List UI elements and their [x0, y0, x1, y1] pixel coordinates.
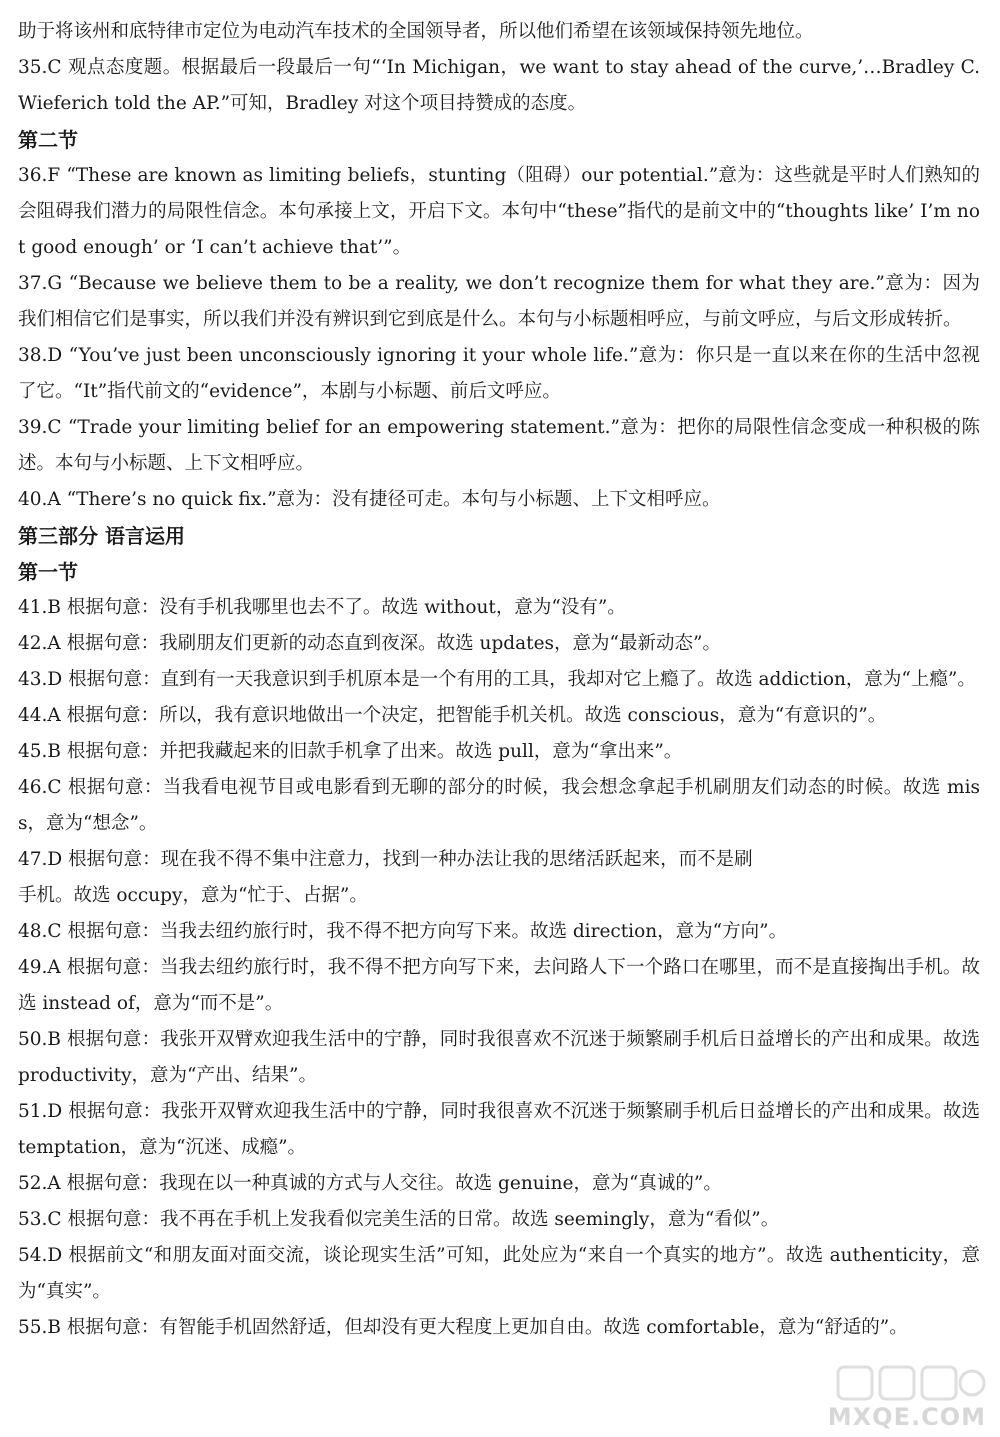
section-heading: 第一节	[18, 560, 78, 584]
watermark-logo-icon	[836, 1361, 986, 1405]
answer-paragraph: 50.B 根据句意：我张开双臂欢迎我生活中的宁静，同时我很喜欢不沉迷于频繁刷手机后日益增长的产出和成果。故选 productivity，意为“产出、结果”。	[18, 1029, 980, 1086]
site-watermark	[786, 1361, 986, 1431]
document-body	[18, 14, 980, 1346]
watermark-text: MXQE.COM	[827, 1403, 986, 1431]
answer-paragraph: 37.G “Because we believe them to be a reality, we don’t recognize them for what they are.”意为：因为我们相信它们是事实，所以我们并没有辨识到它到底是什么。本句与小标题相呼应，与前文呼应，与后文形成转折。	[18, 273, 980, 330]
answer-paragraph: 39.C “Trade your limiting belief for an empowering statement.”意为：把你的局限性信念变成一种积极的陈述。本句与小标题、上下文相呼应。	[18, 417, 980, 474]
answer-explanation-page	[18, 14, 980, 1346]
answer-paragraph: 51.D 根据句意：我张开双臂欢迎我生活中的宁静，同时我很喜欢不沉迷于频繁刷手机后日益增长的产出和成果。故选 temptation，意为“沉迷、成瘾”。	[18, 1101, 980, 1158]
answer-paragraph: 38.D “You’ve just been unconsciously ignoring it your whole life.”意为：你只是一直以来在你的生活中忽视了它。“It”指代前文的“evidence”，本剧与小标题、前后文呼应。	[18, 345, 980, 402]
answer-paragraph: 40.A “There’s no quick fix.”意为：没有捷径可走。本句与小标题、上下文相呼应。	[18, 489, 721, 510]
answer-paragraph: 47.D 根据句意：现在我不得不集中注意力，找到一种办法让我的思绪活跃起来，而不是刷	[18, 849, 753, 870]
answer-paragraph: 48.C 根据句意：当我去纽约旅行时，我不得不把方向写下来。故选 direction，意为“方向”。	[18, 921, 788, 942]
section-heading: 第二节	[18, 128, 78, 152]
answer-paragraph: 49.A 根据句意：当我去纽约旅行时，我不得不把方向写下来，去问路人下一个路口在哪里，而不是直接掏出手机。故选 instead of，意为“而不是”。	[18, 957, 980, 1014]
answer-paragraph: 助于将该州和底特律市定位为电动汽车技术的全国领导者，所以他们希望在该领域保持领先地位。	[18, 21, 814, 42]
answer-paragraph: 44.A 根据句意：所以，我有意识地做出一个决定，把智能手机关机。故选 conscious，意为“有意识的”。	[18, 705, 887, 726]
answer-paragraph: 42.A 根据句意：我刷朋友们更新的动态直到夜深。故选 updates，意为“最新动态”。	[18, 633, 721, 654]
answer-paragraph: 手机。故选 occupy，意为“忙于、占据”。	[18, 885, 368, 906]
answer-paragraph: 55.B 根据句意：有智能手机固然舒适，但却没有更大程度上更加自由。故选 comfortable，意为“舒适的”。	[18, 1317, 908, 1338]
answer-paragraph: 35.C 观点态度题。根据最后一段最后一句“‘In Michigan，we want to stay ahead of the curve,’…Bradley C. Wieferich told the AP.”可知，Bradley 对这个项目持赞成的态度。	[18, 57, 980, 114]
answer-paragraph: 36.F “These are known as limiting beliefs，stunting（阻碍）our potential.”意为：这些就是平时人们熟知的会阻碍我们潜力的局限性信念。本句承接上文，开启下文。本句中“these”指代的是前文中的“thoughts like’ I’m not good enough’ or ‘I can’t achieve that’”。	[18, 165, 980, 258]
answer-paragraph: 41.B 根据句意：没有手机我哪里也去不了。故选 without，意为“没有”。	[18, 597, 626, 618]
answer-paragraph: 46.C 根据句意：当我看电视节目或电影看到无聊的部分的时候，我会想念拿起手机刷朋友们动态的时候。故选 miss，意为“想念”。	[18, 777, 980, 834]
answer-paragraph: 54.D 根据前文“和朋友面对面交流，谈论现实生活”可知，此处应为“来自一个真实的地方”。故选 authenticity，意为“真实”。	[18, 1245, 980, 1302]
answer-paragraph: 53.C 根据句意：我不再在手机上发我看似完美生活的日常。故选 seemingly，意为“看似”。	[18, 1209, 780, 1230]
answer-paragraph: 45.B 根据句意：并把我藏起来的旧款手机拿了出来。故选 pull，意为“拿出来”。	[18, 741, 683, 762]
section-heading: 第三部分 语言运用	[18, 524, 185, 548]
answer-paragraph: 43.D 根据句意：直到有一天我意识到手机原本是一个有用的工具，我却对它上瘾了。故选 addiction，意为“上瘾”。	[18, 669, 976, 690]
answer-paragraph: 52.A 根据句意：我现在以一种真诚的方式与人交往。故选 genuine，意为“真诚的”。	[18, 1173, 722, 1194]
